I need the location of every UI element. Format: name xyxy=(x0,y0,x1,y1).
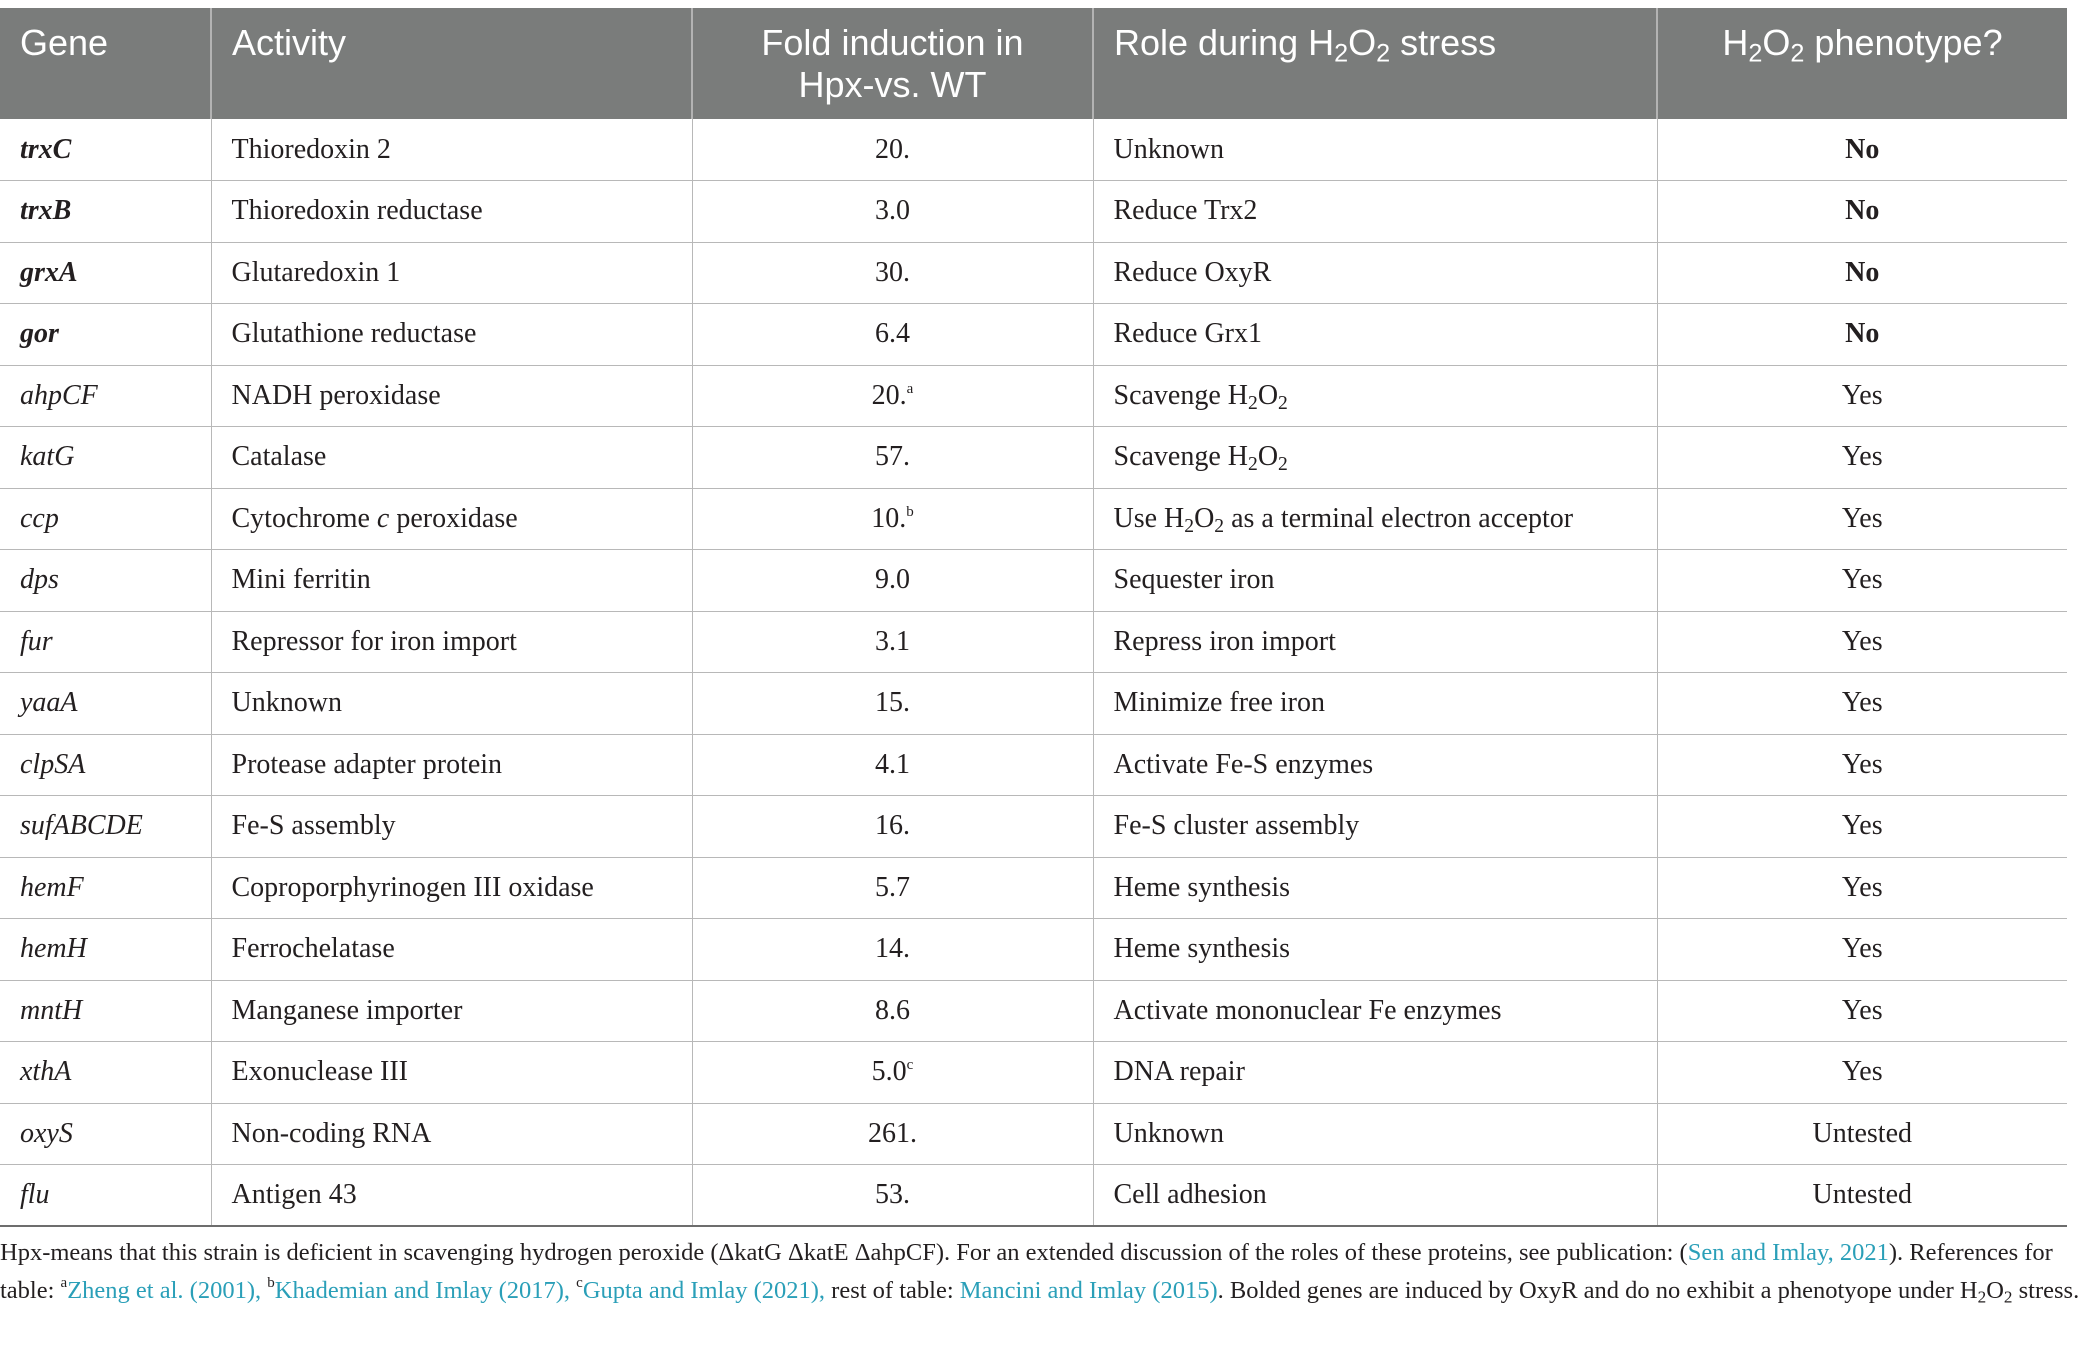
cell-phenotype: No xyxy=(1657,119,2067,181)
cell-phenotype: Yes xyxy=(1657,673,2067,735)
cell-role: Reduce Trx2 xyxy=(1093,181,1657,243)
table-row xyxy=(0,1165,2067,1227)
cell-fold-induction: 261. xyxy=(692,1103,1093,1165)
cell-phenotype: Yes xyxy=(1657,980,2067,1042)
cell-gene: dps xyxy=(0,550,211,612)
cell-role: Unknown xyxy=(1093,1103,1657,1165)
cell-role: Repress iron import xyxy=(1093,611,1657,673)
cell-gene: mntH xyxy=(0,980,211,1042)
table-header xyxy=(0,8,2067,119)
header-gene: Gene xyxy=(0,8,211,119)
cell-role: Activate Fe-S enzymes xyxy=(1093,734,1657,796)
cell-fold-induction: 3.0 xyxy=(692,181,1093,243)
cell-activity: Repressor for iron import xyxy=(211,611,692,673)
cell-role: Use $H_2O_2$ as a terminal electron acceptor xyxy=(1093,488,1657,550)
cell-phenotype: Untested xyxy=(1657,1103,2067,1165)
cell-fold-induction: 57. xyxy=(692,427,1093,489)
cell-role: Activate mononuclear Fe enzymes xyxy=(1093,980,1657,1042)
cell-fold-induction: 3.1 xyxy=(692,611,1093,673)
table-row xyxy=(0,919,2067,981)
cell-activity: NADH peroxidase xyxy=(211,365,692,427)
cell-role: Unknown xyxy=(1093,119,1657,181)
cell-phenotype: Yes xyxy=(1657,1042,2067,1104)
cell-phenotype: No xyxy=(1657,304,2067,366)
cell-fold-induction: 30. xyxy=(692,242,1093,304)
table-row xyxy=(0,1042,2067,1104)
cell-activity: Glutathione reductase xyxy=(211,304,692,366)
cell-fold-induction: 53. xyxy=(692,1165,1093,1227)
cell-gene: ccp xyxy=(0,488,211,550)
table-row xyxy=(0,611,2067,673)
table-row xyxy=(0,1103,2067,1165)
cell-gene: hemF xyxy=(0,857,211,919)
cell-activity: Protease adapter protein xyxy=(211,734,692,796)
header-activity: Activity xyxy=(211,8,692,119)
table-row xyxy=(0,857,2067,919)
cell-activity: Unknown xyxy=(211,673,692,735)
cell-activity: Ferrochelatase xyxy=(211,919,692,981)
citation-link[interactable]: Zheng et al. (2001), xyxy=(67,1277,268,1304)
cell-gene: trxB xyxy=(0,181,211,243)
cell-gene: oxyS xyxy=(0,1103,211,1165)
cell-fold-induction: 20.$^a$ xyxy=(692,365,1093,427)
cell-activity: Thioredoxin reductase xyxy=(211,181,692,243)
table-row xyxy=(0,796,2067,858)
cell-role: DNA repair xyxy=(1093,1042,1657,1104)
table-row xyxy=(0,242,2067,304)
cell-activity: Non-coding RNA xyxy=(211,1103,692,1165)
cell-phenotype: Untested xyxy=(1657,1165,2067,1227)
cell-fold-induction: 5.7 xyxy=(692,857,1093,919)
cell-role: Reduce Grx1 xyxy=(1093,304,1657,366)
cell-gene: gor xyxy=(0,304,211,366)
cell-phenotype: Yes xyxy=(1657,796,2067,858)
cell-role: Sequester iron xyxy=(1093,550,1657,612)
cell-role: Heme synthesis xyxy=(1093,919,1657,981)
table-row xyxy=(0,488,2067,550)
cell-gene: hemH xyxy=(0,919,211,981)
header-phenotype: $H_2O_2$ phenotype? xyxy=(1657,8,2067,119)
cell-gene: clpSA xyxy=(0,734,211,796)
cell-gene: yaaA xyxy=(0,673,211,735)
cell-activity: Thioredoxin 2 xyxy=(211,119,692,181)
cell-phenotype: Yes xyxy=(1657,734,2067,796)
cell-phenotype: Yes xyxy=(1657,611,2067,673)
cell-fold-induction: 5.0$^c$ xyxy=(692,1042,1093,1104)
cell-phenotype: Yes xyxy=(1657,488,2067,550)
citation-link[interactable]: Khademian and Imlay (2017), xyxy=(274,1277,577,1304)
cell-activity: Coproporphyrinogen III oxidase xyxy=(211,857,692,919)
citation-link[interactable]: Gupta and Imlay (2021), xyxy=(582,1277,826,1304)
table-row xyxy=(0,365,2067,427)
cell-role: Reduce OxyR xyxy=(1093,242,1657,304)
table-row xyxy=(0,980,2067,1042)
table-row xyxy=(0,304,2067,366)
cell-gene: flu xyxy=(0,1165,211,1227)
cell-activity: Mini ferritin xyxy=(211,550,692,612)
cell-activity: Manganese importer xyxy=(211,980,692,1042)
cell-phenotype: Yes xyxy=(1657,919,2067,981)
cell-activity: Exonuclease III xyxy=(211,1042,692,1104)
cell-phenotype: Yes xyxy=(1657,550,2067,612)
cell-role: Cell adhesion xyxy=(1093,1165,1657,1227)
cell-role: Fe-S cluster assembly xyxy=(1093,796,1657,858)
table-row xyxy=(0,673,2067,735)
cell-phenotype: Yes xyxy=(1657,365,2067,427)
cell-fold-induction: 14. xyxy=(692,919,1093,981)
header-fold-induction: Fold induction in Hpx-vs. WT xyxy=(692,8,1093,119)
cell-fold-induction: 9.0 xyxy=(692,550,1093,612)
cell-fold-induction: 15. xyxy=(692,673,1093,735)
cell-role: Heme synthesis xyxy=(1093,857,1657,919)
header-row xyxy=(0,8,2067,119)
cell-role: Scavenge $H_2O_2$ xyxy=(1093,427,1657,489)
cell-gene: fur xyxy=(0,611,211,673)
cell-phenotype: Yes xyxy=(1657,427,2067,489)
cell-activity: Catalase xyxy=(211,427,692,489)
table-row xyxy=(0,734,2067,796)
cell-fold-induction: 8.6 xyxy=(692,980,1093,1042)
cell-activity: Antigen 43 xyxy=(211,1165,692,1227)
cell-fold-induction: 10.$^b$ xyxy=(692,488,1093,550)
cell-gene: sufABCDE xyxy=(0,796,211,858)
cell-fold-induction: 4.1 xyxy=(692,734,1093,796)
cell-activity: Glutaredoxin 1 xyxy=(211,242,692,304)
citation-link[interactable]: Mancini and Imlay (2015) xyxy=(959,1277,1218,1304)
header-role: Role during $H_2O_2$ stress xyxy=(1093,8,1657,119)
cell-gene: trxC xyxy=(0,119,211,181)
cell-gene: xthA xyxy=(0,1042,211,1104)
cell-gene: grxA xyxy=(0,242,211,304)
cell-activity: Cytochrome c peroxidase xyxy=(211,488,692,550)
table-row xyxy=(0,550,2067,612)
cell-phenotype: No xyxy=(1657,181,2067,243)
table-row xyxy=(0,119,2067,181)
cell-fold-induction: 6.4 xyxy=(692,304,1093,366)
cell-gene: katG xyxy=(0,427,211,489)
citation-link[interactable]: Sen and Imlay, 2021 xyxy=(1687,1239,1889,1266)
cell-phenotype: Yes xyxy=(1657,857,2067,919)
cell-activity: Fe-S assembly xyxy=(211,796,692,858)
cell-fold-induction: 20. xyxy=(692,119,1093,181)
table-row xyxy=(0,181,2067,243)
cell-fold-induction: 16. xyxy=(692,796,1093,858)
cell-role: Scavenge $H_2O_2$ xyxy=(1093,365,1657,427)
gene-table xyxy=(0,8,2067,1227)
table-footnote: Hpx-means that this strain is deficient in scavenging hydrogen peroxide (ΔkatG ΔkatE ΔahpCF). For an extended discussion of the roles of these proteins, see publication: (Sen and Imlay, 2021). References for table: $^a$Zheng et al. (2001), $^b$Khademian and Imlay (2017), $^c$Gupta and Imlay (2021), rest of table: Mancini and Imlay (2015). Bolded genes are induced by OxyR and do no exhibit a phenotyope under $H_2O_2$ stress. xyxy=(0,1239,2080,1307)
cell-gene: ahpCF xyxy=(0,365,211,427)
table-row xyxy=(0,427,2067,489)
table-body xyxy=(0,119,2067,1226)
cell-phenotype: No xyxy=(1657,242,2067,304)
cell-role: Minimize free iron xyxy=(1093,673,1657,735)
